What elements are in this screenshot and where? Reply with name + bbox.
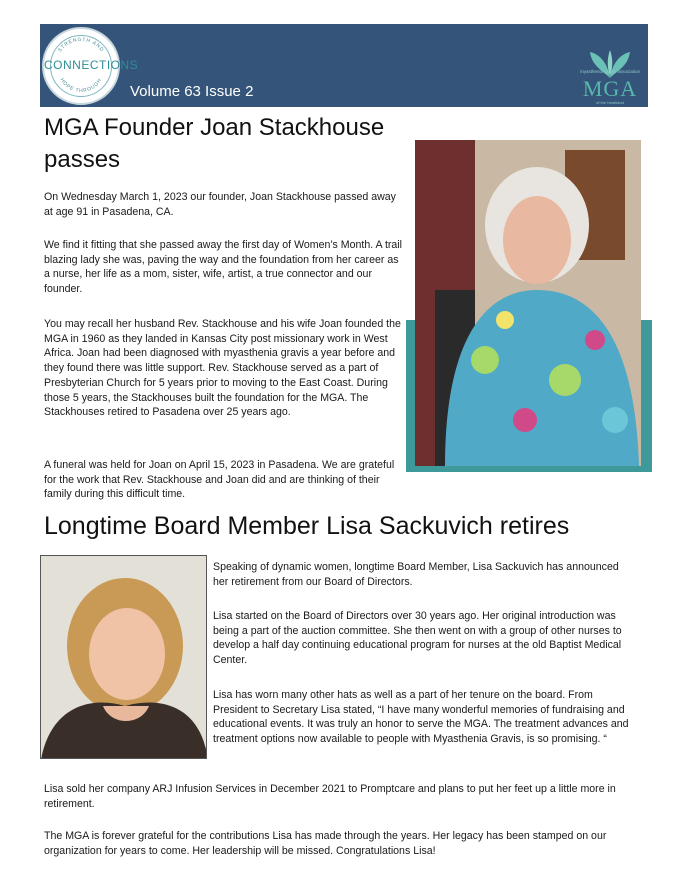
article2-title: Longtime Board Member Lisa Sackuvich retires [44,512,570,540]
badge-arc-top: STRENGTH AND [56,36,106,54]
logo-wordmark: MGA [582,76,638,101]
article2-paragraph: Lisa started on the Board of Directors over 30 years ago. Her original introduction was being a part of the auction committee. She then went on with a group of other nurses to develop a half day continuing educational program for nurses at the old Baptist Medical Center. [213,610,622,667]
article2-paragraph: Speaking of dynamic women, longtime Board Member, Lisa Sackuvich has announced her retirement from our Board of Directors. [213,561,619,588]
svg-text:STRENGTH AND [57,37,105,53]
article2-paragraph: Lisa has worn many other hats as well as a part of her tenure on the board. From President to Secretary Lisa stated, “I have many wonderful memories of fundraising and educational events. It was truly an honor to serve the MGA. The treatment advances and treatment options now available to people with Myasthenia Gravis, is so promising. “ [213,689,629,746]
article2-paragraph: Lisa sold her company ARJ Infusion Services in December 2021 to Promptcare and plans to put her feet up a little more in retirement. [44,783,616,810]
lisa-sackuvich-photo [40,555,207,759]
badge-arc-bottom: HOPE THROUGH [58,77,104,95]
svg-text:HOPE THROUGH [59,77,104,94]
article1-paragraph: We find it fitting that she passed away the first day of Women’s Month. A trail blazing lady she was, paving the way and the foundation from her career as a nurse, her life as a mom, sister, wife, artist, a true connector and our founder. [44,239,403,296]
article1-paragraph: You may recall her husband Rev. Stackhouse and his wife Joan founded the MGA in 1960 as they landed in Kansas City post missionary work in West Africa. Joan had been diagnosed with myasthenia gravis a year before and they found there was little support. Rev. Stackhouse served as a part of Presbyterian Church for 5 years prior to moving to the East Coast. During those 5 years, the Stackhouses built the foundation for the MGA. The Stackhouses retired to Pasadena over 25 years ago. [44,318,401,419]
badge-title: CONNECTIONS [44,58,139,72]
volume-issue: Volume 63 Issue 2 [130,83,254,100]
article1-title: MGA Founder Joan Stackhouse passes [44,114,385,173]
joan-stackhouse-photo [415,140,641,466]
logo-tagline: myasthenia gravis association [579,69,641,74]
article2-paragraph: The MGA is forever grateful for the contributions Lisa has made through the years. Her legacy has been stamped on our organization for years to come. Her leadership will be missed. Congratulations Lisa! [44,830,607,857]
connections-badge [42,27,139,105]
article1-paragraph: On Wednesday March 1, 2023 our founder, Joan Stackhouse passed away at age 91 in Pasadena, CA. [44,191,396,218]
article1-paragraph: A funeral was held for Joan on April 15, 2023 in Pasadena. We are grateful for the work that Rev. Stackhouse and Joan did and are thinking of their family during this difficult time. [44,459,395,501]
logo-subtitle: of the heartland [596,100,624,105]
